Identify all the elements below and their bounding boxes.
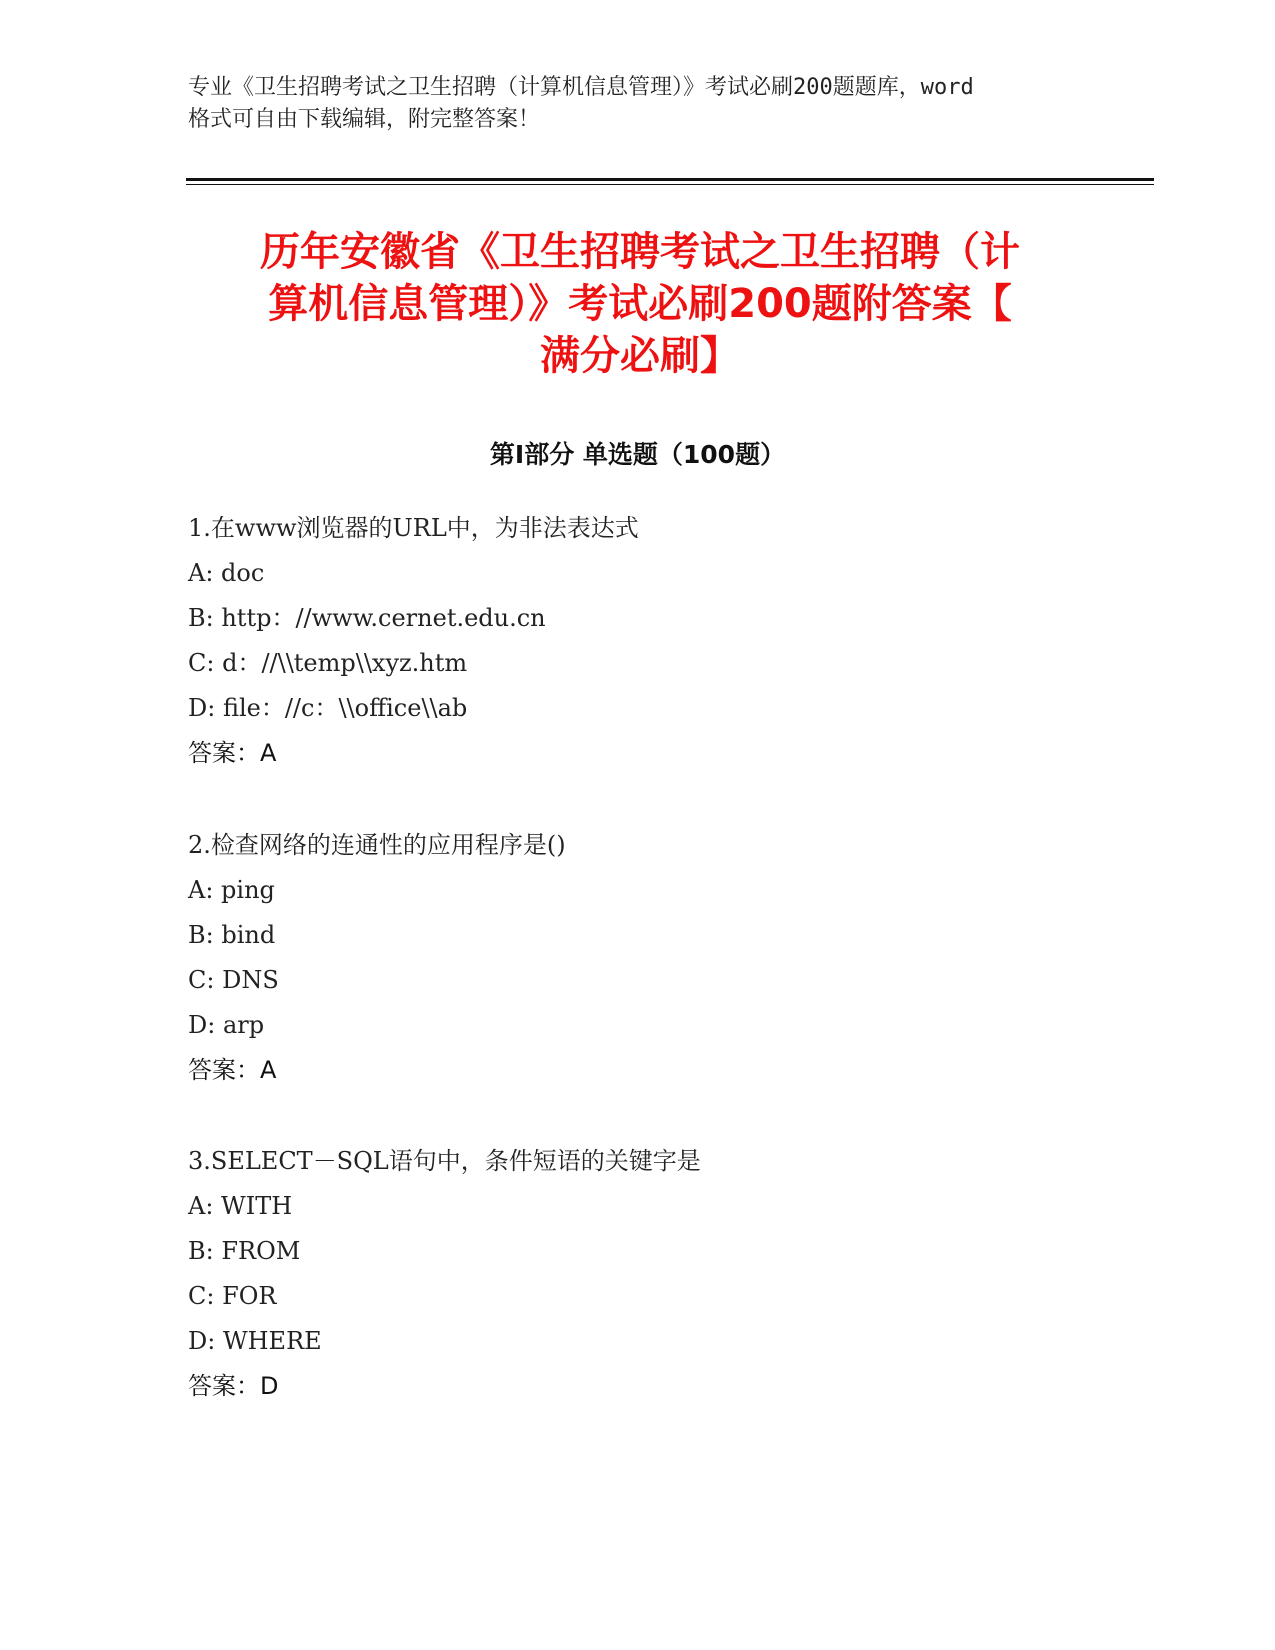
answer: 答案：A [188,1056,277,1084]
document-title [190,226,1090,382]
document-title-line-1: 历年安徽省《卫生招聘考试之卫生招聘（计 [260,229,1020,275]
option-d: D: file：//c：\\office\\ab [188,694,468,722]
question-text: 2.检查网络的连通性的应用程序是() [188,831,566,859]
document-title-line-2: 算机信息管理）》考试必刷200题附答案【 [268,281,1012,327]
option-a: A: doc [188,559,265,587]
option-c: C: FOR [188,1282,277,1310]
option-b: B: FROM [188,1237,301,1265]
answer: 答案：A [188,739,277,767]
header-note-line-1: 专业《卫生招聘考试之卫生招聘（计算机信息管理）》考试必刷200题题库，word [188,75,974,100]
option-a: A: WITH [188,1192,293,1220]
option-c: C: d：//\\temp\\xyz.htm [188,649,468,677]
option-c: C: DNS [188,966,279,994]
question-2 [188,823,1088,1093]
option-d: D: arp [188,1011,265,1039]
option-b: B: bind [188,921,276,949]
question-text: 1.在www浏览器的URL中，为非法表达式 [188,514,639,542]
answer: 答案：D [188,1372,279,1400]
header-divider-thick [186,178,1154,181]
header-note-line-2: 格式可自由下载编辑，附完整答案！ [188,107,541,132]
question-text: 3.SELECT－SQL语句中，条件短语的关键字是 [188,1147,701,1175]
header-note [188,72,1088,136]
document-title-line-3: 满分必刷】 [540,333,740,379]
option-d: D: WHERE [188,1327,322,1355]
option-b: B: http：//www.cernet.edu.cn [188,604,546,632]
question-3 [188,1139,1088,1409]
header-divider-thin [186,184,1154,185]
question-1 [188,506,1088,776]
option-a: A: ping [188,876,275,904]
section-heading: 第Ⅰ部分 单选题（100题） [489,440,786,469]
